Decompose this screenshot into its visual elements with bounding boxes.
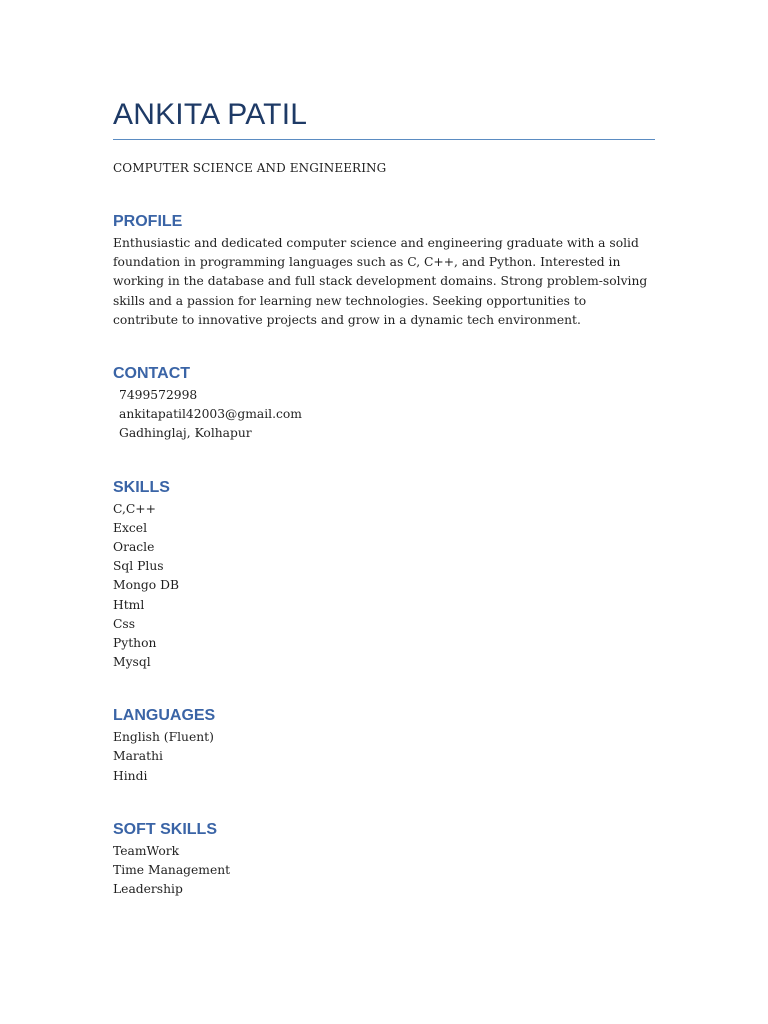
skills-heading: SKILLS [113,478,170,496]
skill-item: Excel [113,520,148,535]
soft-skill-item: TeamWork [113,843,180,858]
language-item: Hindi [113,768,148,783]
skill-item: Sql Plus [113,559,164,574]
skill-item: C,C++ [113,501,156,516]
skills-list [113,500,655,673]
language-item: English (Fluent) [113,730,214,745]
languages-heading: LANGUAGES [113,707,216,725]
contact-list [113,386,655,444]
soft-skills-list [113,842,655,900]
skill-item: Html [113,597,145,612]
candidate-name: ANKITA PATIL [113,98,308,131]
profile-text: Enthusiastic and dedicated computer science and engineering graduate with a solid foundation in programming languages such as C, C++, and Python. Interested in working in the database and full stack development domains. Strong problem-solving skills and a passion for learning new technologies. Seeking opportunities to contribute to innovative projects and grow in a dynamic tech environment. [113,236,648,327]
skill-item: Oracle [113,539,155,554]
soft-skill-item: Time Management [113,863,231,878]
contact-phone: 7499572998 [119,388,198,403]
contact-email: ankitapatil42003@gmail.com [119,407,302,422]
language-item: Marathi [113,749,163,764]
profile-heading: PROFILE [113,213,183,230]
soft-skill-item: Leadership [113,882,183,897]
skill-item: Css [113,616,136,631]
contact-location: Gadhinglaj, Kolhapur [119,426,252,441]
skill-item: Mongo DB [113,578,179,593]
degree-subtitle: COMPUTER SCIENCE AND ENGINEERING [113,161,387,175]
title-divider [113,139,655,140]
contact-heading: CONTACT [113,365,191,383]
languages-list [113,728,655,786]
skill-item: Mysql [113,655,151,670]
resume-page [113,96,655,899]
skill-item: Python [113,635,157,650]
soft-skills-heading: SOFT SKILLS [113,820,217,838]
